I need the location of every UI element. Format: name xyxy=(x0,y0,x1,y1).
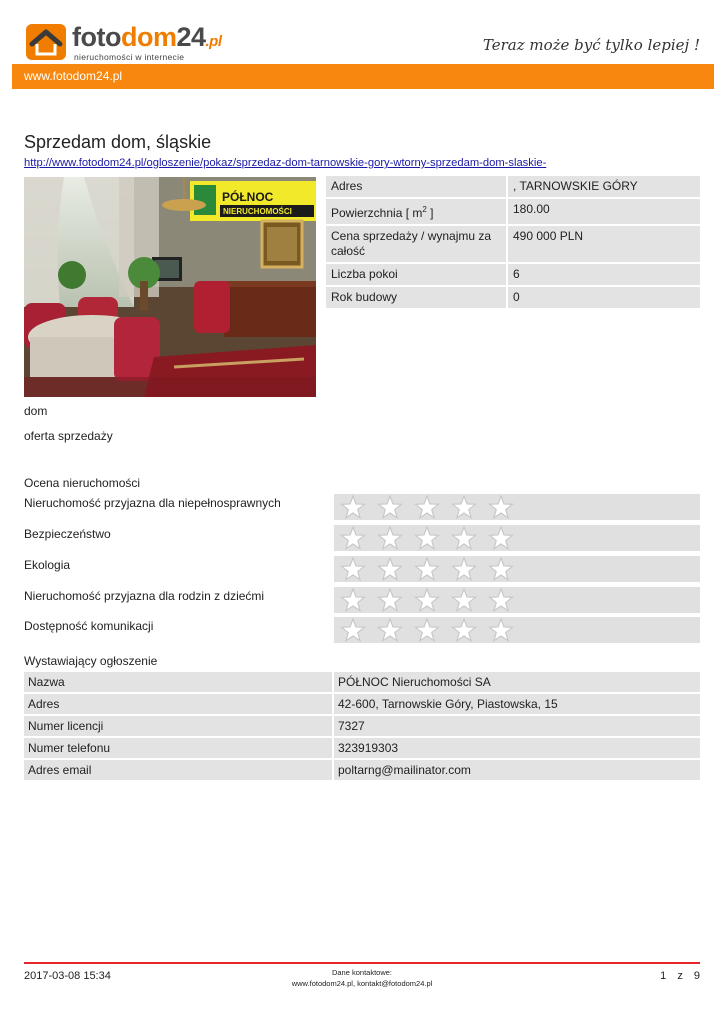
agency-label: Adres xyxy=(24,694,332,714)
star-icon[interactable] xyxy=(488,495,514,519)
listing-title: Sprzedam dom, śląskie xyxy=(24,132,212,152)
star-icon[interactable] xyxy=(340,618,366,642)
agency-heading: Wystawiający ogłoszenie xyxy=(24,654,158,668)
star-icon[interactable] xyxy=(414,588,440,612)
rating-row xyxy=(24,525,700,551)
detail-label: Adres xyxy=(326,176,506,197)
star-icon[interactable] xyxy=(377,526,403,550)
star-icon[interactable] xyxy=(451,495,477,519)
star-rating[interactable] xyxy=(334,587,700,613)
logo-wordmark: fotodom24.pl xyxy=(72,22,222,52)
page-current: 1 xyxy=(660,970,667,982)
star-icon[interactable] xyxy=(451,588,477,612)
star-icon[interactable] xyxy=(377,588,403,612)
star-icon[interactable] xyxy=(414,618,440,642)
room-photo-image xyxy=(24,177,316,397)
agency-label: Numer licencji xyxy=(24,716,332,736)
star-icon[interactable] xyxy=(340,526,366,550)
detail-value: 6 xyxy=(508,264,700,285)
detail-label: Rok budowy xyxy=(326,287,506,308)
page-indicator xyxy=(660,970,700,982)
footer-contact xyxy=(0,967,724,989)
star-icon[interactable] xyxy=(451,526,477,550)
agency-value: 42-600, Tarnowskie Góry, Piastowska, 15 xyxy=(334,694,700,714)
detail-value: 490 000 PLN xyxy=(508,226,700,262)
detail-value: 0 xyxy=(508,287,700,308)
property-details-table xyxy=(326,176,700,310)
agency-email-value[interactable]: poltarng@mailinator.com xyxy=(334,760,700,780)
table-row xyxy=(24,716,700,736)
logo-subtitle: nieruchomości w internecie xyxy=(74,52,185,62)
rating-row xyxy=(24,556,700,582)
property-type: dom xyxy=(24,404,48,418)
star-icon[interactable] xyxy=(488,618,514,642)
rating-row xyxy=(24,617,700,643)
star-icon[interactable] xyxy=(488,557,514,581)
table-row xyxy=(326,226,700,262)
detail-value: , TARNOWSKIE GÓRY xyxy=(508,176,700,197)
star-rating[interactable] xyxy=(334,556,700,582)
rating-label: Nieruchomość przyjazna dla niepełnosprawnych xyxy=(24,496,281,510)
house-logo-icon xyxy=(24,22,68,62)
star-icon[interactable] xyxy=(488,526,514,550)
table-row xyxy=(24,672,700,692)
site-link[interactable]: www.fotodom24.pl xyxy=(24,69,123,83)
footer-contact-value: www.fotodom24.pl, kontakt@fotodom24.pl xyxy=(291,979,433,988)
listing-url-link[interactable]: http://www.fotodom24.pl/ogloszenie/pokaz/sprzedaz-dom-tarnowskie-gory-wtorny-sprzedam-dom-slaskie- xyxy=(24,157,547,169)
star-icon[interactable] xyxy=(451,618,477,642)
agency-value: PÓŁNOC Nieruchomości SA xyxy=(334,672,700,692)
star-icon[interactable] xyxy=(377,618,403,642)
star-icon[interactable] xyxy=(414,495,440,519)
star-rating[interactable] xyxy=(334,525,700,551)
table-row xyxy=(24,694,700,714)
star-icon[interactable] xyxy=(451,557,477,581)
ratings-heading: Ocena nieruchomości xyxy=(24,476,141,490)
footer-divider xyxy=(24,962,700,964)
page-total: 9 xyxy=(693,970,700,982)
star-rating[interactable] xyxy=(334,617,700,643)
agency-value: 323919303 xyxy=(334,738,700,758)
star-icon[interactable] xyxy=(488,588,514,612)
star-icon[interactable] xyxy=(377,557,403,581)
star-icon[interactable] xyxy=(414,526,440,550)
listing-photo[interactable] xyxy=(24,177,316,397)
agency-table xyxy=(24,672,700,782)
photo-sign-subtitle: NIERUCHOMOŚCI xyxy=(223,207,292,216)
footer-contact-label: Dane kontaktowe: xyxy=(331,968,393,977)
site-bar xyxy=(12,64,714,89)
agency-label: Numer telefonu xyxy=(24,738,332,758)
photo-sign-title: PÓŁNOC xyxy=(222,190,274,204)
table-row xyxy=(326,264,700,285)
table-row xyxy=(326,287,700,308)
detail-value: 180.00 xyxy=(508,199,700,224)
rating-label: Bezpieczeństwo xyxy=(24,527,111,541)
star-icon[interactable] xyxy=(340,557,366,581)
star-icon[interactable] xyxy=(414,557,440,581)
rating-label: Dostępność komunikacji xyxy=(24,619,154,633)
rating-row xyxy=(24,494,700,520)
rating-row xyxy=(24,587,700,613)
site-logo[interactable] xyxy=(24,22,224,64)
star-icon[interactable] xyxy=(377,495,403,519)
footer-date: 2017-03-08 15:34 xyxy=(24,970,111,982)
detail-label: Powierzchnia [ $m^2$ ] xyxy=(326,199,506,224)
agency-label: Adres email xyxy=(24,760,332,780)
offer-type: oferta sprzedaży xyxy=(24,429,113,443)
rating-label: Ekologia xyxy=(24,558,71,572)
table-row xyxy=(24,760,700,780)
detail-label: Cena sprzedaży / wynajmu za całość xyxy=(326,226,506,262)
rating-label: Nieruchomość przyjazna dla rodzin z dziećmi xyxy=(24,589,265,603)
agency-label: Nazwa xyxy=(24,672,332,692)
page-separator: z xyxy=(677,970,683,982)
table-row xyxy=(24,738,700,758)
tagline: Teraz może być tylko lepiej ! xyxy=(482,36,700,54)
agency-value: 7327 xyxy=(334,716,700,736)
detail-label: Liczba pokoi xyxy=(326,264,506,285)
table-row xyxy=(326,176,700,197)
page-header xyxy=(0,0,724,90)
star-icon[interactable] xyxy=(340,588,366,612)
star-rating[interactable] xyxy=(334,494,700,520)
star-icon[interactable] xyxy=(340,495,366,519)
table-row xyxy=(326,199,700,224)
